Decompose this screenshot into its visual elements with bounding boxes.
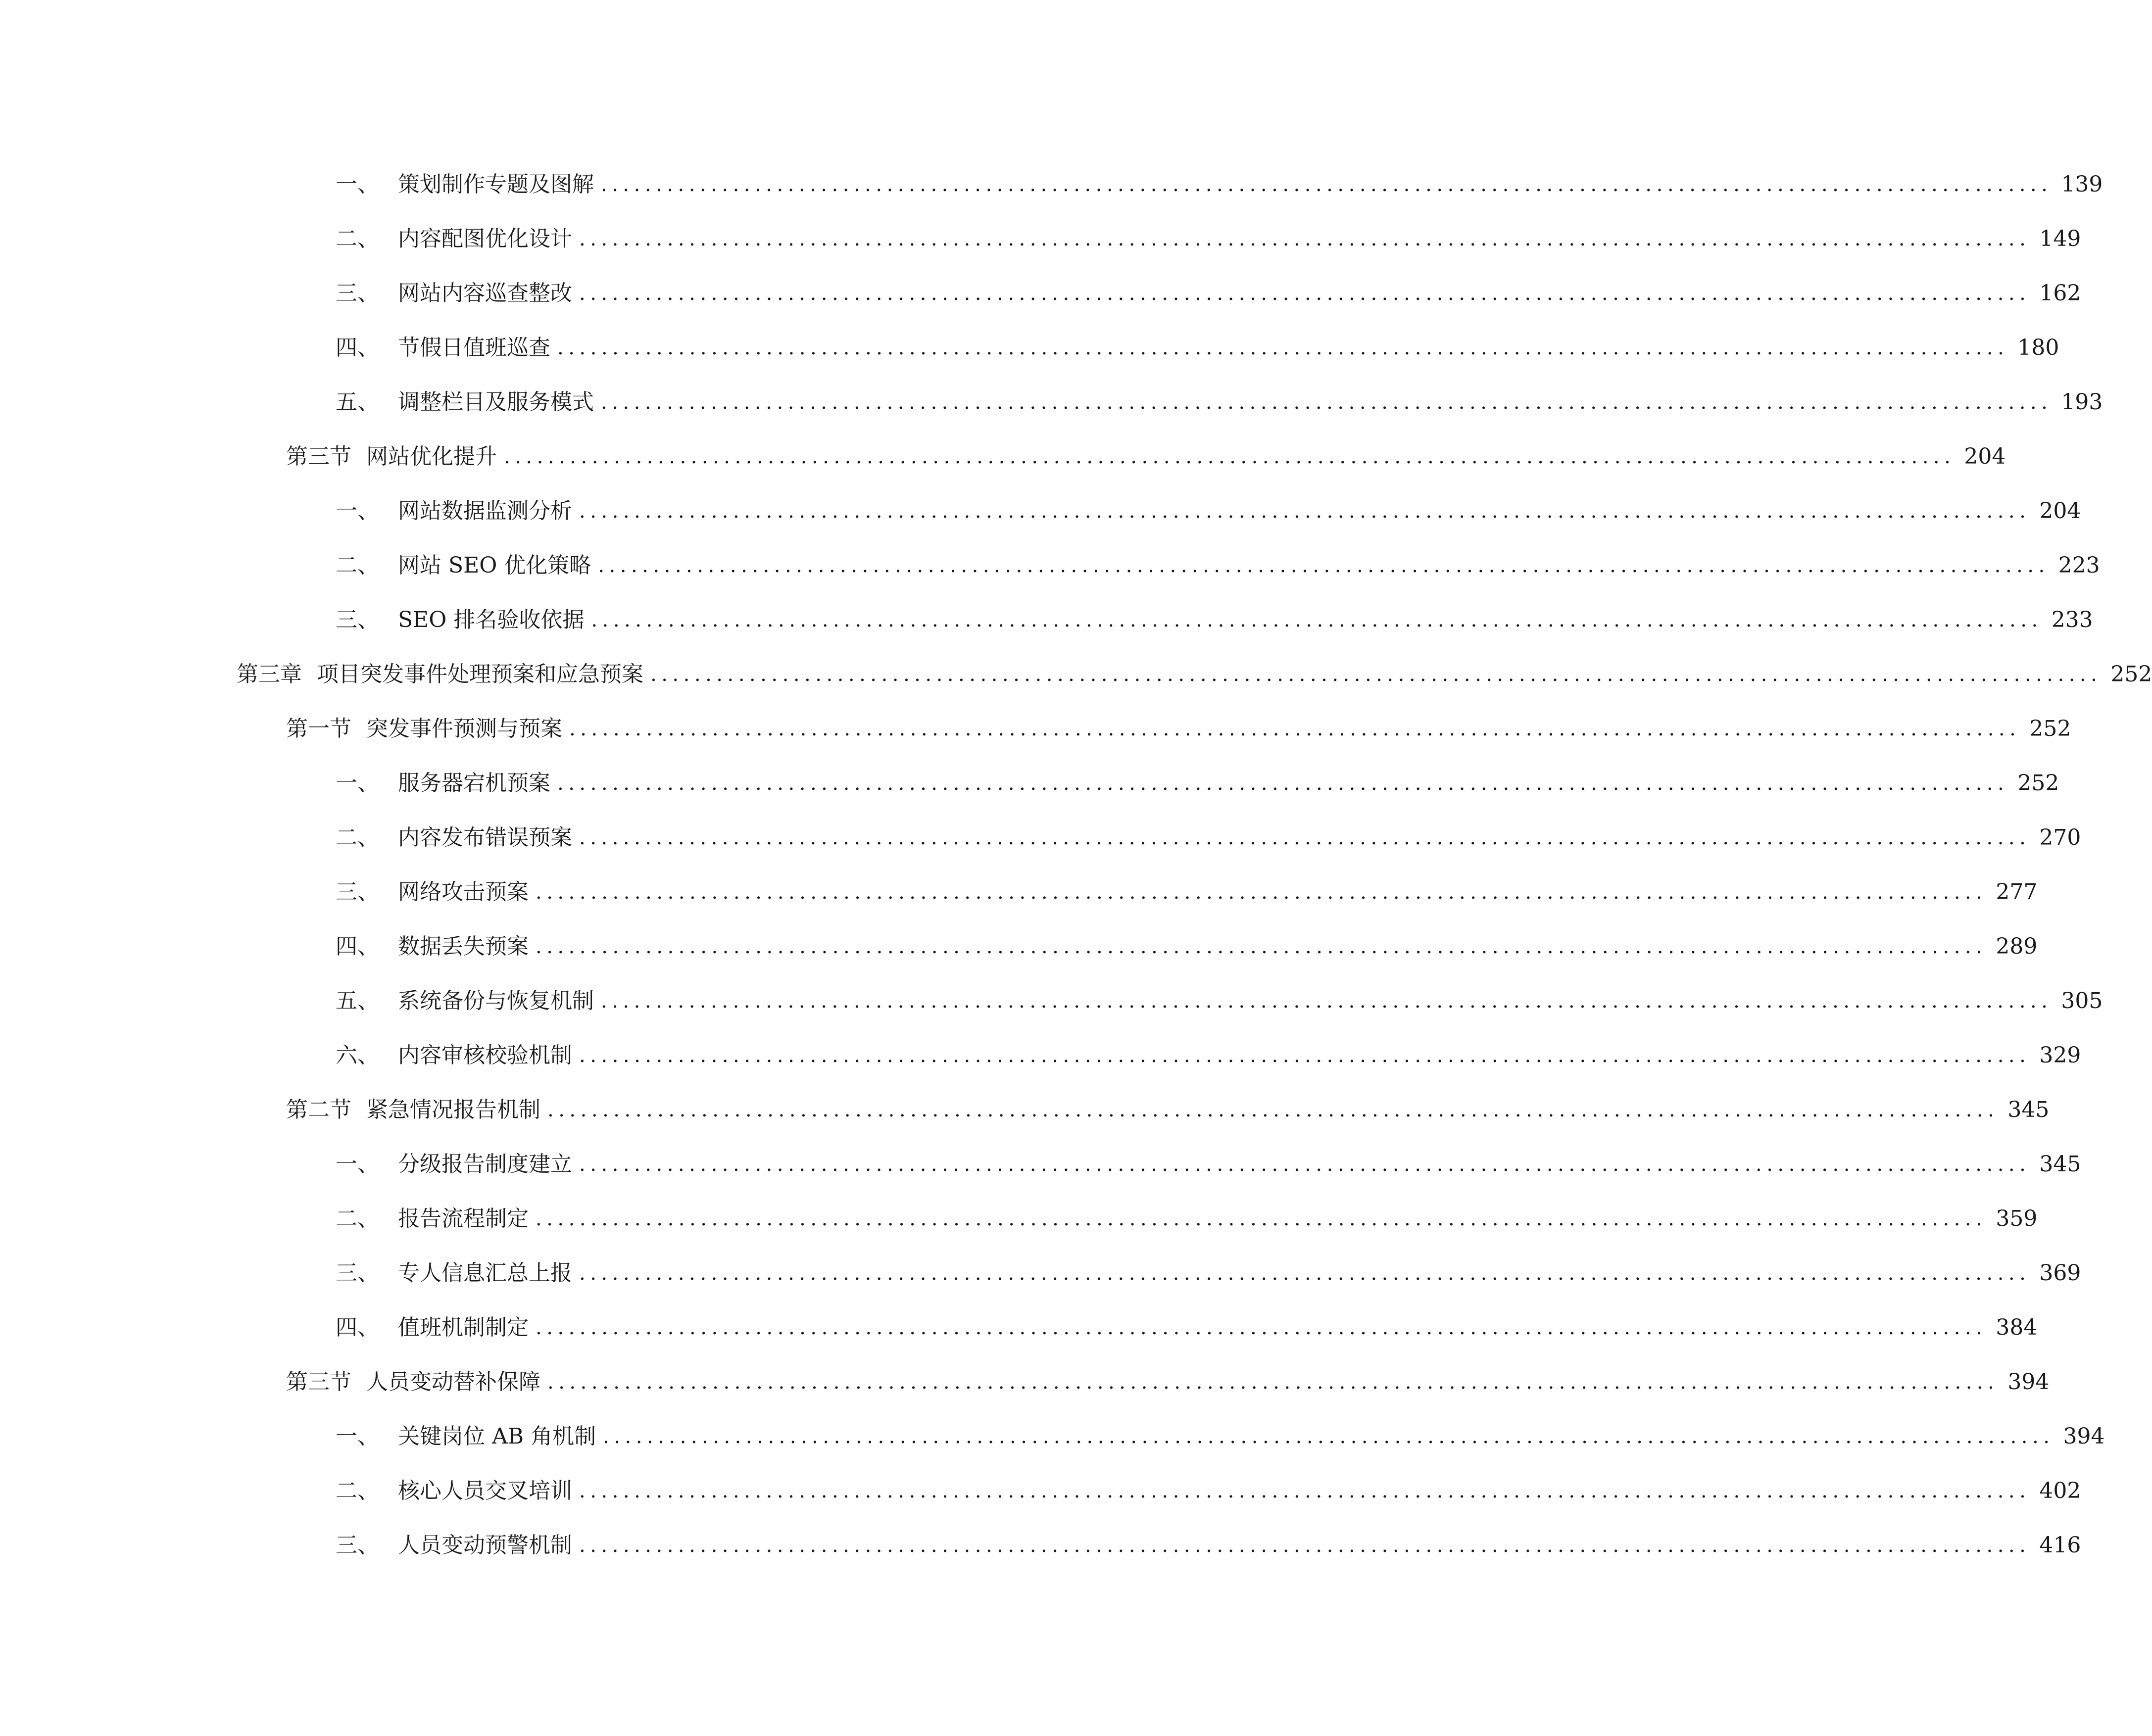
toc-entry-page-number: 305	[2061, 988, 2103, 1013]
toc-dot-leader: ....................................................................................................................................	[569, 718, 2021, 740]
toc-dot-leader: ....................................................................................................................................	[557, 337, 2009, 359]
toc-entry-page-number: 416	[2039, 1533, 2081, 1558]
toc-entry-title: 专人信息汇总上报	[398, 1260, 572, 1286]
toc-entry-page-number: 252	[2110, 662, 2152, 687]
toc-entry-page-number: 345	[2039, 1152, 2081, 1177]
toc-entry-title: 人员变动替补保障	[366, 1369, 540, 1395]
toc-entry-number: 一、	[336, 771, 379, 796]
toc-entry-page-number: 384	[1996, 1315, 2038, 1340]
toc-entry-number: 二、	[336, 1206, 379, 1231]
toc-entry-title: 调整栏目及服务模式	[398, 389, 594, 415]
toc-entry-page-number: 204	[1964, 444, 2006, 469]
toc-entry-number: 五、	[336, 389, 379, 415]
toc-entry-number: 二、	[336, 553, 379, 578]
toc-entry-title: 突发事件预测与预案	[366, 716, 562, 741]
toc-entry[interactable]	[0, 1464, 2081, 1518]
toc-dot-leader: ....................................................................................................................................	[504, 445, 1956, 468]
toc-entry-page-number: 359	[1996, 1206, 2038, 1231]
toc-entry[interactable]	[0, 1409, 2105, 1464]
toc-entry-number: 二、	[336, 825, 379, 850]
toc-entry-page-number: 252	[2029, 716, 2071, 741]
toc-entry[interactable]	[0, 266, 2081, 321]
toc-entry-page-number: 162	[2039, 281, 2081, 306]
toc-entry-number: 三、	[336, 281, 379, 306]
toc-entry-title: 关键岗位 AB 角机制	[398, 1424, 596, 1449]
toc-dot-leader: ....................................................................................................................................	[579, 1534, 2031, 1557]
toc-entry-title: 内容审核校验机制	[398, 1043, 572, 1068]
toc-entry-number: 一、	[336, 172, 379, 197]
toc-entry-title: 报告流程制定	[398, 1206, 529, 1231]
toc-entry-title: 分级报告制度建立	[398, 1152, 572, 1177]
toc-entry-page-number: 223	[2058, 553, 2100, 578]
toc-entry-number: 第三节	[286, 444, 351, 469]
toc-entry-page-number: 270	[2039, 825, 2081, 850]
toc-entry-page-number: 252	[2017, 771, 2059, 796]
toc-dot-leader: ....................................................................................................................................	[579, 282, 2031, 305]
toc-entry-number: 三、	[336, 607, 379, 632]
toc-entry-number: 二、	[336, 226, 379, 251]
toc-entry-page-number: 233	[2051, 607, 2093, 632]
toc-entry[interactable]	[0, 212, 2081, 266]
toc-entry-title: 人员变动预警机制	[398, 1533, 572, 1558]
toc-entry-page-number: 329	[2039, 1043, 2081, 1068]
toc-entry-title: 网站优化提升	[366, 444, 497, 469]
toc-entry-page-number: 149	[2039, 226, 2081, 251]
toc-entry-page-number: 204	[2039, 498, 2081, 524]
toc-entry-title: 服务器宕机预案	[398, 771, 550, 796]
toc-entry-page-number: 394	[2063, 1424, 2105, 1449]
toc-dot-leader: ....................................................................................................................................	[557, 772, 2009, 795]
toc-dot-leader: ....................................................................................................................................	[601, 173, 2053, 196]
toc-dot-leader: ....................................................................................................................................	[536, 935, 1987, 958]
toc-entry-title: 节假日值班巡查	[398, 335, 550, 360]
toc-entry-page-number: 193	[2061, 389, 2103, 415]
toc-entry[interactable]	[0, 647, 2152, 702]
toc-entry-page-number: 289	[1996, 934, 2038, 959]
toc-entry-title: 网站内容巡查整改	[398, 281, 572, 306]
toc-entry-number: 一、	[336, 1152, 379, 1177]
toc-entry-number: 三、	[336, 1533, 379, 1558]
toc-entry-title: 核心人员交叉培训	[398, 1478, 572, 1503]
toc-dot-leader: ....................................................................................................................................	[536, 1207, 1987, 1230]
toc-entry-page-number: 394	[2007, 1369, 2050, 1395]
toc-entry[interactable]	[0, 919, 2038, 974]
toc-dot-leader: ....................................................................................................................................	[579, 1153, 2031, 1176]
toc-entry[interactable]	[0, 1137, 2081, 1192]
toc-entry-number: 四、	[336, 1315, 379, 1340]
toc-entry-title: 紧急情况报告机制	[366, 1097, 540, 1122]
toc-entry[interactable]	[0, 756, 2059, 811]
toc-entry[interactable]	[0, 157, 2103, 212]
toc-entry[interactable]	[0, 865, 2038, 919]
toc-dot-leader: ....................................................................................................................................	[547, 1099, 1999, 1121]
toc-entry-number: 四、	[336, 934, 379, 959]
toc-entry-page-number: 345	[2007, 1097, 2050, 1122]
toc-dot-leader: ....................................................................................................................................	[601, 990, 2053, 1013]
toc-entry-number: 三、	[336, 879, 379, 905]
table-of-contents	[0, 157, 2152, 1573]
toc-entry-number: 一、	[336, 498, 379, 524]
toc-entry-title: 策划制作专题及图解	[398, 172, 594, 197]
toc-entry-number: 第三章	[237, 662, 302, 687]
toc-dot-leader: ....................................................................................................................................	[579, 228, 2031, 250]
toc-entry-number: 第三节	[286, 1369, 351, 1395]
toc-entry[interactable]	[0, 1518, 2081, 1573]
toc-entry[interactable]	[0, 375, 2103, 430]
toc-dot-leader: ....................................................................................................................................	[579, 1044, 2031, 1067]
toc-dot-leader: ....................................................................................................................................	[536, 881, 1987, 904]
toc-entry[interactable]	[0, 702, 2071, 756]
toc-entry[interactable]	[0, 1355, 2050, 1409]
toc-entry-page-number: 139	[2061, 172, 2103, 197]
toc-dot-leader: ....................................................................................................................................	[579, 1262, 2031, 1285]
toc-entry[interactable]	[0, 811, 2081, 865]
toc-entry[interactable]	[0, 484, 2081, 538]
toc-entry-number: 三、	[336, 1260, 379, 1286]
toc-dot-leader: ....................................................................................................................................	[547, 1371, 1999, 1394]
toc-entry-page-number: 277	[1996, 879, 2038, 905]
toc-dot-leader: ....................................................................................................................................	[579, 826, 2031, 849]
toc-entry-title: 系统备份与恢复机制	[398, 988, 594, 1013]
toc-entry-title: 网站 SEO 优化策略	[398, 553, 591, 578]
toc-dot-leader: ....................................................................................................................................	[536, 1316, 1987, 1339]
toc-entry-number: 第一节	[286, 716, 351, 741]
toc-dot-leader: ....................................................................................................................................	[579, 500, 2031, 523]
toc-entry[interactable]	[0, 1083, 2050, 1137]
toc-dot-leader: ....................................................................................................................................	[601, 391, 2053, 414]
toc-entry-title: 网站数据监测分析	[398, 498, 572, 524]
toc-entry-page-number: 180	[2017, 335, 2059, 360]
toc-dot-leader: ....................................................................................................................................	[579, 1480, 2031, 1502]
toc-entry-title: 数据丢失预案	[398, 934, 529, 959]
toc-entry-number: 六、	[336, 1043, 379, 1068]
toc-dot-leader: ....................................................................................................................................	[603, 1425, 2054, 1448]
toc-entry[interactable]	[0, 538, 2100, 593]
toc-entry[interactable]	[0, 430, 2006, 484]
toc-entry-number: 一、	[336, 1424, 379, 1449]
toc-entry-page-number: 402	[2039, 1478, 2081, 1503]
toc-entry-title: 内容发布错误预案	[398, 825, 572, 850]
toc-entry-number: 二、	[336, 1478, 379, 1503]
toc-dot-leader: ....................................................................................................................................	[650, 663, 2102, 686]
toc-entry[interactable]	[0, 321, 2059, 375]
toc-entry[interactable]	[0, 974, 2103, 1028]
toc-dot-leader: ....................................................................................................................................	[598, 554, 2050, 577]
toc-entry-number: 四、	[336, 335, 379, 360]
toc-entry[interactable]	[0, 1192, 2038, 1246]
toc-entry[interactable]	[0, 1246, 2081, 1301]
toc-entry-title: 网络攻击预案	[398, 879, 529, 905]
toc-entry-number: 第二节	[286, 1097, 351, 1122]
toc-entry-number: 五、	[336, 988, 379, 1013]
toc-entry-page-number: 369	[2039, 1260, 2081, 1286]
toc-entry[interactable]	[0, 1028, 2081, 1083]
toc-entry[interactable]	[0, 593, 2093, 647]
toc-entry-title: 值班机制制定	[398, 1315, 529, 1340]
toc-entry[interactable]	[0, 1301, 2038, 1355]
toc-dot-leader: ....................................................................................................................................	[591, 609, 2043, 631]
toc-entry-title: 内容配图优化设计	[398, 226, 572, 251]
toc-entry-title: SEO 排名验收依据	[398, 607, 585, 632]
toc-entry-title: 项目突发事件处理预案和应急预案	[317, 662, 643, 687]
